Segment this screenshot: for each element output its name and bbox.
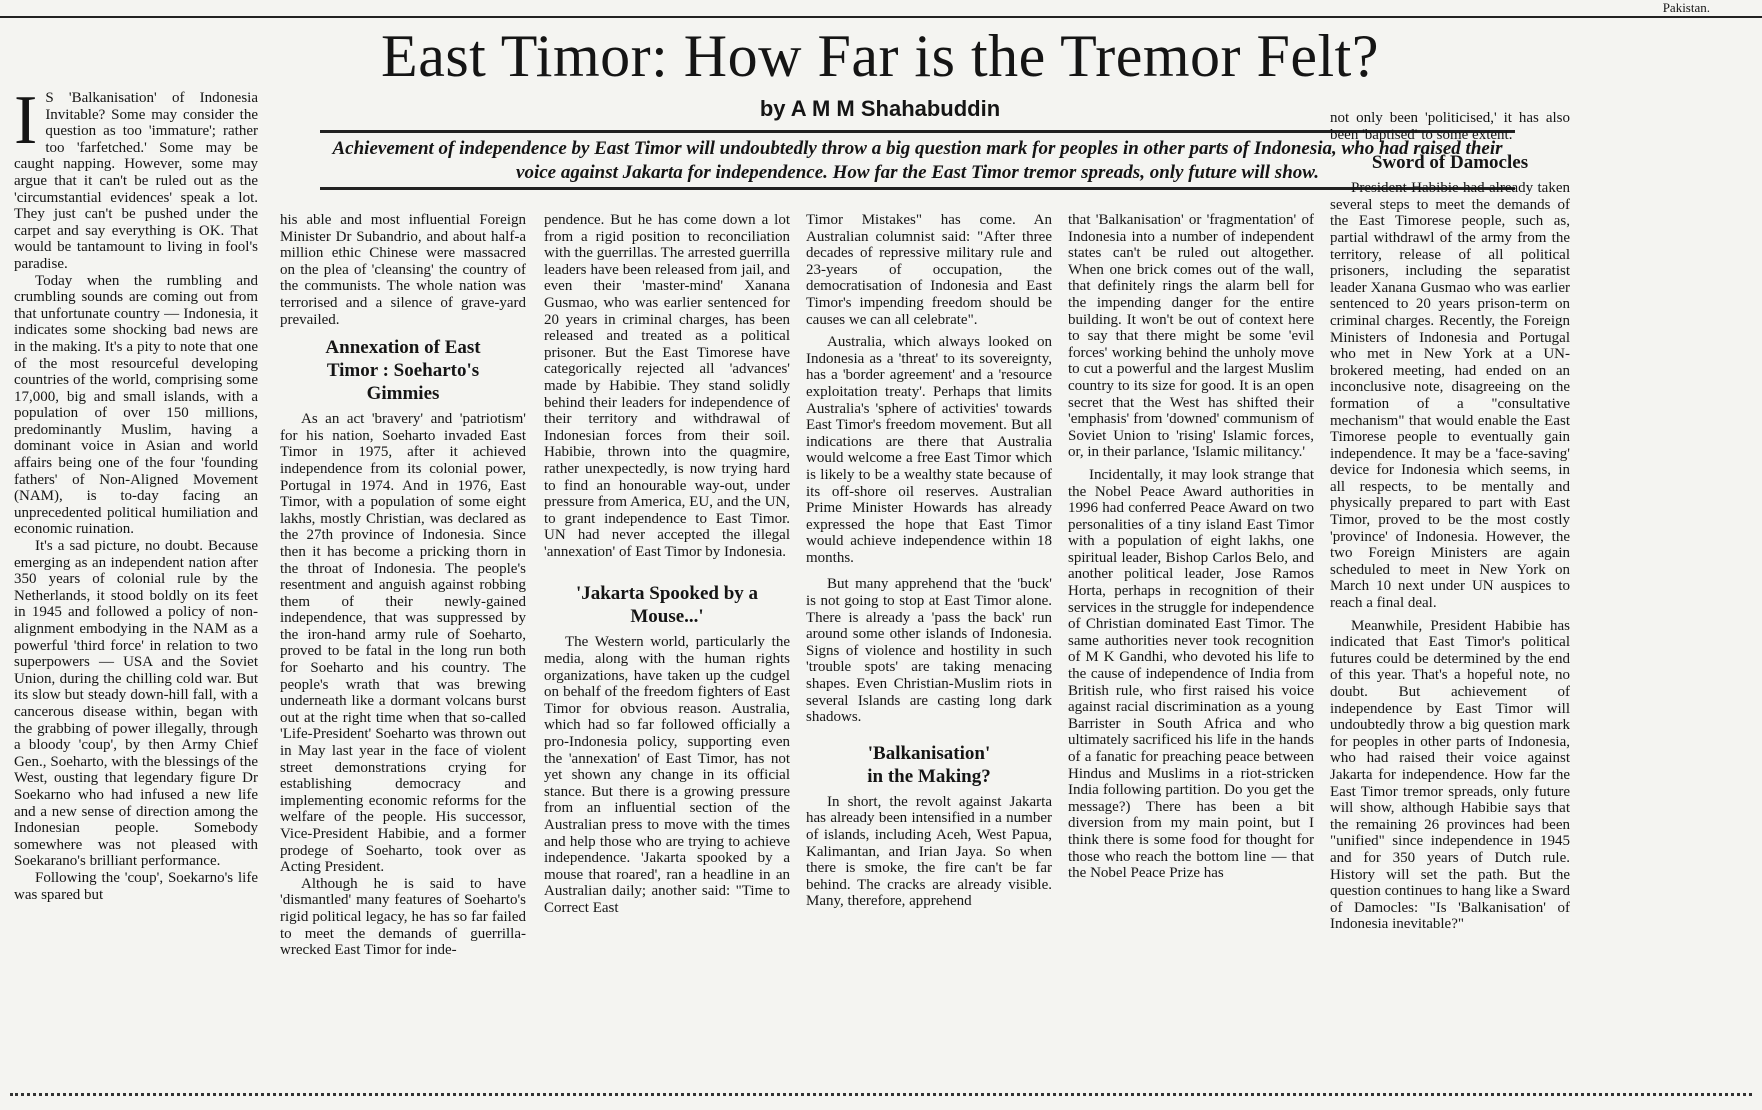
paragraph: Following the 'coup', Soekarno's life was spared but bbox=[14, 869, 258, 903]
subheading bbox=[280, 336, 526, 405]
article-column-2 bbox=[280, 212, 526, 1088]
article-column-1 bbox=[14, 90, 258, 1090]
subheading: Sword of Damocles bbox=[1371, 152, 1529, 174]
paragraph: his able and most influential Foreign Minister Dr Subandrio, and about half-a million ethic Chinese were massacred on the plea of 'cleansing' the country of the communists. The whole nation was terrorised and a silence of grave-yard prevailed. bbox=[280, 212, 526, 328]
paragraph: As an act 'bravery' and 'patriotism' for his nation, Soeharto invaded East Timor in 1975, after it achieved independence from its colonial power, Portugal in 1974. And in 1976, East Timor, with a population of some eight lakhs, mostly Christian, was declared as the 27th province of Indonesia. Since then it has become a pricking thorn in the throat of Indonesia. The people's resentment and anguish against robbing them of their newly-gained independence, that was suppressed by the iron-hand army rule of Soeharto, proved to be fatal in the long run both for Soeharto and his country. The people's wrath that was brewing underneath like a dormant volcans burst out at the right time when that so-called 'Life-President' Soeharto was thrown out in May last year in the face of violent street demonstrations crying for establishing democracy and implementing economic reforms for the welfare of the people. His successor, Vice-President Habibie, and a former prodege of Soeharto, took over as Acting President. bbox=[280, 411, 526, 876]
subheading-line: in the Making? bbox=[867, 765, 991, 787]
headline: East Timor: How Far is the Tremor Felt? bbox=[381, 23, 1379, 89]
paragraph: It's a sad picture, no doubt. Because emerging as an independent nation after 350 years of colonial rule by the Netherlands, it stood boldly on its feet in 1945 and followed a policy of non-alignment embodying in the NAM as a powerful 'third force' in relation to two superpowers — USA and the Soviet Union, during the chilling cold war. But its slow but steady down-hill fall, with a cancerous disease within, began with the grabbing of power illegally, through a bloody 'coup', by then Army Chief Gen., Soeharto, with the blessings of the West, ousting that legendary figure Dr Soekarno who had infused a new life and a new sense of direction among the Indonesian people. Somebody somewhere was not pleased with Soekarano's brilliant performance. bbox=[14, 538, 258, 870]
subheading-line: 'Balkanisation' bbox=[867, 742, 991, 764]
article-column-5 bbox=[1068, 212, 1314, 1088]
paragraph: Today when the rumbling and crumbling sounds are coming out from that unfortunate country — Indonesia, it indicates some shocking bad news are in the making. It's a pity to note that one of the most resourceful developing countries of the world, comprising some 17,000, big and small islands, with a population of over 150 millions, predominantly Muslim, having a dominant voice in Asian and world affairs being one of the four 'founding fathers' of Non-Aligned Movement (NAM), is to-day facing an unprecedented political humiliation and economic ruination. bbox=[14, 272, 258, 538]
paragraph-text: S 'Balkanisation' of Indonesia Invitable? Some may consider the question as too 'immature'; rather too 'farfetched.' Some may be caught napping. However, some may argue that it can't be ruled out as the 'circumstantial evidences' speak a lot. They just can't be pushed under the carpet and say everything is OK. That would be tantamount to living in fool's paradise. bbox=[14, 90, 258, 272]
paragraph: Although he is said to have 'dismantled' many features of Soeharto's rigid political legacy, he has so far failed to meet the demands of guerrilla-wrecked East Timor for inde- bbox=[280, 875, 526, 959]
column-inner bbox=[1330, 110, 1570, 933]
article-column-3 bbox=[544, 212, 790, 1088]
subheading bbox=[806, 742, 1052, 788]
subheading-line: Annexation of East bbox=[325, 337, 481, 359]
subheading-line: Gimmies bbox=[366, 383, 440, 405]
paragraph: In short, the revolt against Jakarta has already been intensified in a number of islands, including Aceh, West Papua, Kalimantan, and Irian Jaya. So when there is smoke, the fire can't be far behind. The cracks are already visible. Many, therefore, apprehend bbox=[806, 793, 1052, 910]
paragraph: not only been 'politicised,' it has also been 'baptised' to some extent. bbox=[1330, 110, 1570, 143]
corner-fragment: Pakistan. bbox=[1662, 0, 1710, 15]
paragraph: Meanwhile, President Habibie has indicated that East Timor's political futures could be determined by the end of this year. That's a hopeful note, no doubt. But achievement of independence by East Timor will undoubtedly throw a big question mark for peoples in other parts of Indonesia, who had raised their voice against Jakarta for independence. How far the East Timor tremor spreads, only future will show, although Habibie says that the remaining 26 provinces had been "unified" since independence in 1945 and for 350 years of Dutch rule. History will set the path. But the question continues to hang like a Sward of Damocles: "Is 'Balkanisation' of Indonesia inevitable?" bbox=[1330, 617, 1570, 933]
subheading-line: Timor : Soeharto's bbox=[326, 360, 480, 382]
paragraph: pendence. But he has come down a lot from a rigid position to reconciliation with the guerrillas. The arrested guerrilla leaders have been released from jail, and even their 'master-mind' Xanana Gusmao, who was earlier sentenced for 20 years in criminal charges, has been released and treated as a political prisoner. But the East Timorese have categorically rejected all 'advances' made by Habibie. They stand solidly behind their leaders for independence of their territory and withdrawal of Indonesian forces from their soil. Habibie, thrown into the quagmire, rather unexpectedly, is now trying hard to find an honourable way-out, under pressure from America, EU, and the UN, to grant independence to East Timor. UN had never accepted the illegal 'annexation' of East Timor by Indonesia. bbox=[544, 212, 790, 560]
paragraph: Timor Mistakes" has come. An Australian columnist said: "After three decades of repressive military rule and 23-years of occupation, the democratisation of Indonesia and East Timor's impending freedom should be causes we can all celebrate". bbox=[806, 212, 1052, 328]
article-column-6 bbox=[1330, 110, 1744, 1088]
subheading-line: Mouse...' bbox=[630, 606, 704, 628]
subheading bbox=[544, 582, 790, 628]
byline: by A M M Shahabuddin bbox=[759, 96, 1001, 121]
subheading-line: 'Jakarta Spooked by a bbox=[575, 583, 759, 605]
paragraph: that 'Balkanisation' or 'fragmentation' of Indonesia into a number of independent states can't be ruled out altogether. When one brick comes out of the wall, that definitely rings the alarm bell for the impending danger for the entire building. It won't be out of context here to say that there might be some 'evil forces' working behind the unholy move to cut a powerful and the largest Muslim country to its size for good. It is an open secret that the West has shifted their 'emphasis' from 'downed' communism of Soviet Union to 'rising' Islamic forces, or, in their parlance, 'Islamic militancy.' bbox=[1068, 212, 1314, 461]
standfirst: Achievement of independence by East Timor will undoubtedly throw a big question mark for peoples in other parts of Indonesia, who had raised their voice against Jakarta for independence. How far the East Timor tremor spreads, only future will show. bbox=[320, 130, 1515, 190]
bottom-dotted-rule bbox=[10, 1093, 1752, 1104]
paragraph: The Western world, particularly the media, along with the human rights organizations, have taken up the cudgel on behalf of the freedom fighters of East Timor for obvious reason. Australia, which had so far followed officially a pro-Indonesia policy, supporting even the 'annexation' of East Timor, has not yet shown any change in its official stance. But there is a growing pressure from an influential section of the Australian press to move with the times and help those who are trying to achieve independence. 'Jakarta spooked by a mouse that roared', ran a headline in an Australian daily; another said: "Time to Correct East bbox=[544, 634, 790, 916]
paragraph bbox=[14, 90, 258, 273]
article-column-4 bbox=[806, 212, 1052, 1088]
drop-cap: I bbox=[14, 90, 38, 159]
paragraph: President Habibie had already taken several steps to meet the demands of the East Timorese people, such as, partial withdrawl of the army from the territory, release of all political prisoners, including the separatist leader Xanana Gusmao who was earlier sentenced to 20 years prison-term on criminal charges. Recently, the Foreign Ministers of Indonesia and Portugal who met in New York at a UN-brokered meeting, had ended on an inconclusive note, disagreeing on the formation of a "consultative mechanism" that would enable the East Timorese people to eventually gain independence. It may be a 'face-saving' device for Indonesia which seems, in all respects, to be mentally and physically prepared to part with East Timor, proved to be the most costly 'province' of Indonesia. However, the two Foreign Ministers are again scheduled to meet in New York on March 10 next under UN auspices to reach a final deal. bbox=[1330, 180, 1570, 612]
paragraph: But many apprehend that the 'buck' is not going to stop at East Timor alone. There is already a 'pass the back' run around some other islands of Indonesia. Signs of violence and hostility in such 'trouble spots' are taking menacing shapes. Even Christian-Muslim riots in several Islands are casting long dark shadows. bbox=[806, 576, 1052, 726]
paragraph: Incidentally, it may look strange that the Nobel Peace Award authorities in 1996 had conferred Peace Award on two personalities of a tiny island East Timor with a population of eight lakhs, one spiritual leader, Bishop Carlos Belo, and another political leader, Jose Ramos Horta, perhaps in recognition of their services in the struggle for independence of Christian dominated East Timor. The same authorities never took recognition of M K Gandhi, who devoted his life to the cause of independence of India from British rule, who first raised his voice against racial discrimination as a young Barrister in South Africa and who ultimately sacrificed his life in the hands of a fanatic for preaching peace between Hindus and Muslims in a riot-stricken India following partition. Do you get the message?) There has been a bit diversion from my main point, but I think there is some food for thought for those who reach the bottom line — that the Nobel Peace Prize has bbox=[1068, 466, 1314, 882]
paragraph: Australia, which always looked on Indonesia as a 'threat' to its sovereignty, has a 'border agreement' and a 'resource exploitation treaty'. Perhaps that limits Australia's 'sphere of activities' towards East Timor's freedom movement. But all indications are there that Australia would welcome a free East Timor which is likely to be a wealthy state because of its off-shore oil reserves. Australian Prime Minister Howards has already expressed the hope that East Timor would achieve independence within 18 months. bbox=[806, 334, 1052, 566]
